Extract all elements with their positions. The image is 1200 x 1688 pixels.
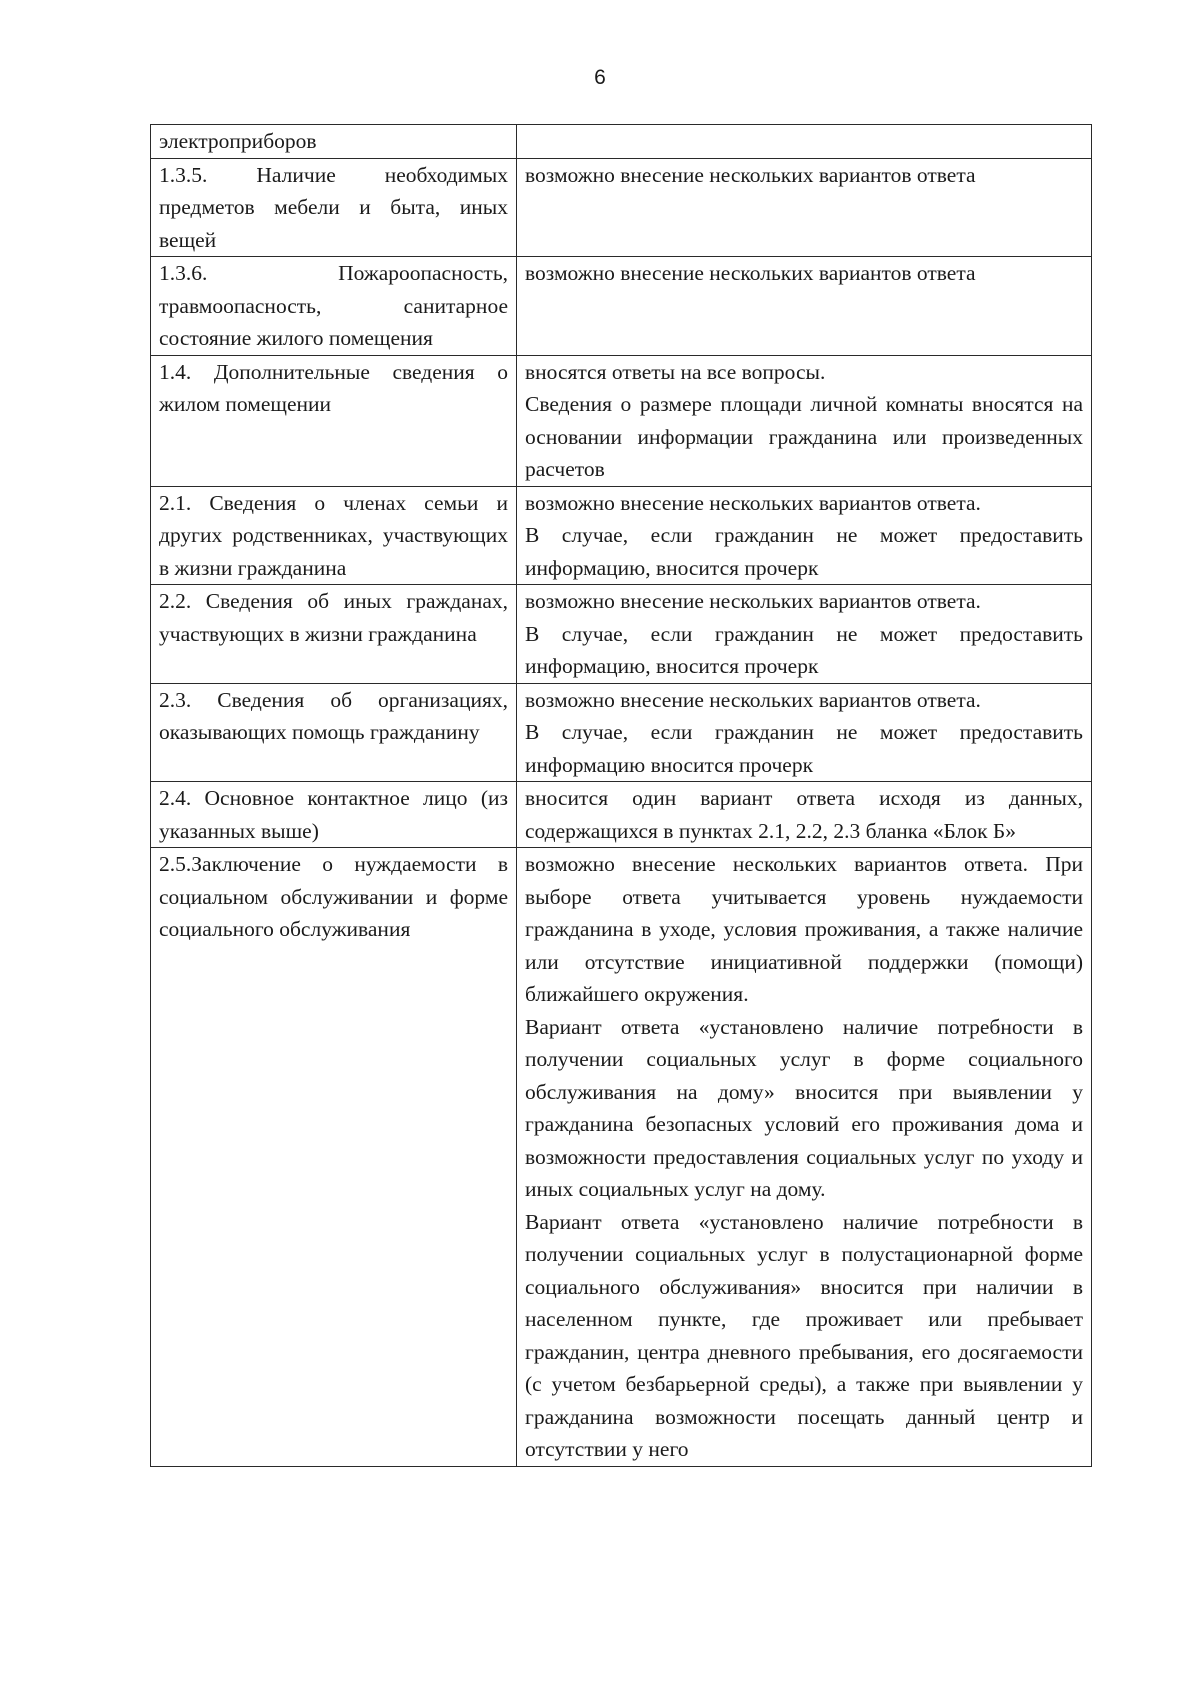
field-name-cell: 2.4. Основное контактное лицо (из указанных выше) [151, 782, 517, 848]
instructions-table [150, 124, 1092, 1467]
instruction-cell: возможно внесение нескольких вариантов ответа. В случае, если гражданин не может предоставить информацию вносится прочерк [517, 683, 1092, 782]
instruction-cell: возможно внесение нескольких вариантов ответа. В случае, если гражданин не может предоставить информацию, вносится прочерк [517, 585, 1092, 684]
field-name-cell: 1.3.6. Пожароопасность, травмоопасность, санитарное состояние жилого помещения [151, 257, 517, 356]
page-number: 6 [594, 66, 606, 89]
table-row [151, 355, 1092, 486]
instruction-cell [517, 125, 1092, 159]
field-name-cell: электроприборов [151, 125, 517, 159]
table-row [151, 782, 1092, 848]
instruction-cell: возможно внесение нескольких вариантов ответа [517, 158, 1092, 257]
instruction-cell: возможно внесение нескольких вариантов ответа [517, 257, 1092, 356]
instruction-cell: возможно внесение нескольких вариантов ответа. При выборе ответа учитывается уровень нуждаемости гражданина в уходе, условия проживания, а также наличие или отсутствие инициативной поддержки (помощи) ближайшего окружения. Вариант ответа «установлено наличие потребности в получении социальных услуг в форме социального обслуживания на дому» вносится при выявлении у гражданина безопасных условий его проживания дома и возможности предоставления социальных услуг по уходу и иных социальных услуг на дому. Вариант ответа «установлено наличие потребности в получении социальных услуг в полустационарной форме социального обслуживания» вносится при наличии в населенном пункте, где проживает или пребывает гражданин, центра дневного пребывания, его досягаемости (с учетом безбарьерной среды), а также при выявлении у гражданина возможности посещать данный центр и отсутствии у него [517, 848, 1092, 1467]
table-row [151, 486, 1092, 585]
instruction-cell: вносится один вариант ответа исходя из данных, содержащихся в пунктах 2.1, 2.2, 2.3 бланка «Блок Б» [517, 782, 1092, 848]
field-name-cell: 2.2. Сведения об иных гражданах, участвующих в жизни гражданина [151, 585, 517, 684]
field-name-cell: 2.1. Сведения о членах семьи и других родственниках, участвующих в жизни гражданина [151, 486, 517, 585]
table-row [151, 585, 1092, 684]
field-name-cell: 2.5.Заключение о нуждаемости в социальном обслуживании и форме социального обслуживания [151, 848, 517, 1467]
table-row [151, 683, 1092, 782]
table-row [151, 257, 1092, 356]
field-name-cell: 1.4. Дополнительные сведения о жилом помещении [151, 355, 517, 486]
field-name-cell: 1.3.5. Наличие необходимых предметов мебели и быта, иных вещей [151, 158, 517, 257]
instruction-cell: возможно внесение нескольких вариантов ответа. В случае, если гражданин не может предоставить информацию, вносится прочерк [517, 486, 1092, 585]
field-name-cell: 2.3. Сведения об организациях, оказывающих помощь гражданину [151, 683, 517, 782]
table-row [151, 158, 1092, 257]
table-row [151, 848, 1092, 1467]
instruction-cell: вносятся ответы на все вопросы. Сведения о размере площади личной комнаты вносятся на основании информации гражданина или произведенных расчетов [517, 355, 1092, 486]
table-row [151, 125, 1092, 159]
